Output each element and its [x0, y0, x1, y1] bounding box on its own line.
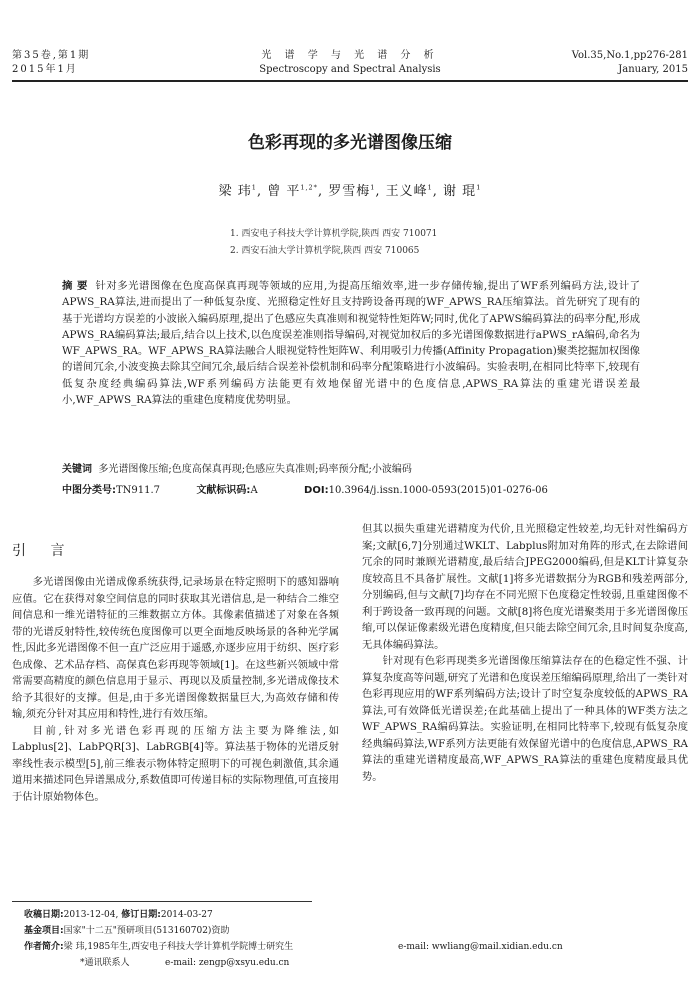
paragraph: 针对现有色彩再现类多光谱图像压缩算法存在的色稳定性不强、计算复杂度高等问题,研究了光谱和色度误差压缩编码原理,给出了一类针对色彩再现应用的WF系列编码方法;设计了时空复杂度较低的APWS_RA算法,可有效降低光谱误差;在此基础上提出了一种具体的WF类方法之WF_APWS_RA编码算法。实验证明,在相同比特率下,较现有低复杂度经典编码算法,WF系列方法更能有效保留光谱中的色度信息,APWS_RA算法的重建光谱精度最高,WF_APWS_RA算法的重建色度精度最具优势。	[362, 655, 688, 783]
affiliation-2: 2. 西安石油大学计算机学院,陕西 西安 710065	[230, 246, 420, 256]
journal-title-cn: 光 谱 学 与 光 谱 分 析	[261, 50, 439, 61]
keywords-label: 关键词	[62, 464, 92, 475]
author-aff: 1	[370, 183, 376, 192]
author-aff: 1	[427, 183, 433, 192]
doi-value: 10.3964/j.issn.1000-0593(2015)01-0276-06	[328, 485, 548, 496]
author-name: 曾 平	[267, 184, 301, 199]
paper-title: 色彩再现的多光谱图像压缩	[248, 133, 452, 153]
right-column	[362, 521, 688, 785]
footnote-fund	[24, 924, 229, 938]
keywords	[62, 463, 640, 477]
date-en: January, 2015	[618, 64, 688, 75]
fund-text: 国家"十二五"预研项目(513160702)资助	[63, 926, 230, 936]
doi-label: DOI:	[304, 485, 329, 496]
left-column	[12, 574, 339, 805]
abstract	[62, 278, 640, 408]
footnote-rule	[12, 901, 312, 902]
journal-title-en: Spectroscopy and Spectral Analysis	[259, 64, 441, 75]
footnote-author	[24, 940, 293, 954]
paragraph: 但其以损失重建光谱精度为代价,且光照稳定性较差,均无针对性编码方案;文献[6,7]分别通过WKLT、Labplus附加对角阵的形式,在去除谱间冗余的同时兼顾光谱精度,最后结合JPEG2000编码,但是KLT计算复杂度较高且不具备扩展性。文献[1]将多光谱数据分为RGB和残差两部分,分别编码,但与文献[7]均存在不同光照下色度稳定性较弱,且重建图像不利于跨设备一致再现的问题。文献[8]将色度光谱聚类用于多光谱图像压缩,可以保证像素级光谱色度精度,但只能去除空间冗余,且时间复杂度高,无具体编码算法。	[362, 523, 688, 651]
author-name: 谢 琨	[443, 184, 477, 199]
received-date: 2013-12-04	[63, 910, 116, 920]
author-list: 梁 玮$^1$, 曾 平$^{1,2*}$, 罗雪梅$^1$, 王义峰$^1$, 谢 琨$^1$	[218, 183, 482, 199]
author-email: e-mail: wwliang@mail.xidian.edu.cn	[398, 942, 563, 952]
author-name: 罗雪梅	[328, 184, 371, 199]
revised-label: 修订日期:	[121, 910, 161, 920]
doc-code-label: 文献标识码:	[196, 485, 251, 496]
abstract-text: 针对多光谱图像在色度高保真再现等领域的应用,为提高压缩效率,进一步存储传输,提出了WF系列编码方法,设计了APWS_RA算法,进而提出了一种低复杂度、光照稳定性好且支持跨设备再现的WF_APWS_RA压缩算法。首先研究了现有的基于光谱均方误差的小波嵌入编码原理,提出了色感应失真准则和视觉特性矩阵W;同时,优化了APWS编码算法的码率分配,形成APWS_RA编码算法;最后,结合以上技术,以色度误差准则指导编码,对视觉加权后的多光谱图像数据进行aPWS_rA编码,命名为WF_APWS_RA。WF_APWS_RA算法融合人眼视觉特性矩阵W、利用吸引力传播(Affinity Propagation)聚类挖掘加权图像的谱间冗余,小波变换去除其空间冗余,最后结合误差补偿机制和码率分配策略进行小波编码。实验表明,在相同比特率下,较现有低复杂度经典编码算法,WF系列编码方法能更有效地保留光谱中的色度信息,APWS_RA算法的重建光谱误差最小,WF_APWS_RA算法的重建色度精度优势明显。	[62, 280, 640, 407]
abstract-label: 摘 要	[62, 280, 88, 292]
paragraph: 目前,针对多光谱色彩再现的压缩方法主要为降维法,如Labplus[2]、LabPQR[3]、LabRGB[4]等。算法基于物体的光谱反射率线性表示模型[5],前三维表示物体特定照明下的可视色刺激值,其余通道用来描述同色异谱黑成分,系数值即可传递目标的实际物理值,可直接用于估计原始物体色。	[12, 724, 339, 803]
author-aff: 1	[476, 183, 482, 192]
author-aff: 1,2*	[300, 183, 318, 192]
classification-line	[62, 484, 640, 498]
section-heading: 引 言	[12, 543, 75, 559]
clc-label: 中图分类号:	[62, 485, 116, 496]
doc-code-value: A	[250, 485, 258, 496]
paragraph: 多光谱图像由光谱成像系统获得,记录场景在特定照明下的感知器响应值。它在获得对象空间信息的同时获取其光谱信息,是一种结合二维空间信息和一维光谱特征的三维数据立方体。其像素值描述了对象在各频带的光谱反射特性,较传统色度图像可以更全面地反映场景的各种光学属性,因此多光谱图像不但一直广泛应用于遥感,亦逐步应用于纺织、医疗彩色成像、艺术品存档、高保真色彩再现等领域[1]。在这些新兴领域中常常需要高精度的颜色信息用于显示、再现以及质量控制,多光谱成像技术给予其很好的支撑。但是,由于多光谱图像数据量巨大,为高效存储和传输,须充分针对其应用和特性,进行有效压缩。	[12, 576, 339, 720]
author-name: 梁 玮	[218, 184, 252, 199]
volume-cn: 第35卷,第1期	[12, 50, 91, 61]
author-aff: 1	[251, 183, 257, 192]
contact-email: e-mail: zengp@xsyu.edu.cn	[165, 958, 290, 968]
author-bio-label: 作者简介:	[24, 942, 64, 952]
fund-label: 基金项目:	[24, 926, 64, 936]
date-cn: 2015年1月	[12, 64, 78, 75]
revised-date: 2014-03-27	[160, 910, 213, 920]
clc-value: TN911.7	[116, 485, 161, 496]
footnote-dates: 收稿日期:2013-12-04, 修订日期:2014-03-27	[24, 910, 213, 920]
volume-en: Vol.35,No.1,pp276-281	[571, 50, 688, 61]
author-name: 王义峰	[385, 184, 428, 199]
author-bio: 梁 玮,1985年生,西安电子科技大学计算机学院博士研究生	[63, 942, 294, 952]
received-label: 收稿日期:	[24, 910, 64, 920]
header-rule	[12, 80, 688, 82]
contact-label: *通讯联系人	[80, 958, 130, 968]
keywords-text: 多光谱图像压缩;色度高保真再现;色感应失真准则;码率预分配;小波编码	[98, 464, 412, 475]
affiliation-1: 1. 西安电子科技大学计算机学院,陕西 西安 710071	[230, 229, 438, 239]
